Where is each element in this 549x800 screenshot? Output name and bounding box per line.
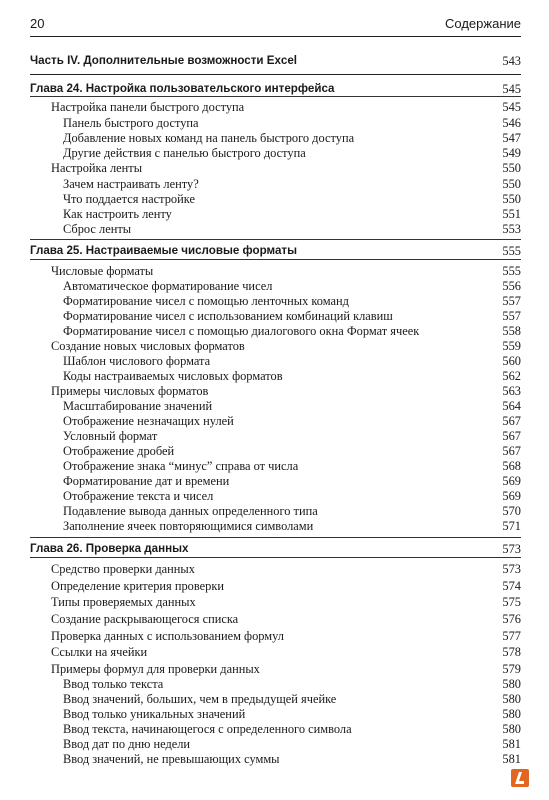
part-page: 543 bbox=[502, 54, 521, 68]
subsection-page: 569 bbox=[502, 489, 521, 503]
toc-section[interactable] bbox=[30, 383, 521, 399]
toc-subsection[interactable] bbox=[30, 458, 521, 474]
chapter-divider bbox=[30, 537, 521, 538]
section-page: 578 bbox=[502, 645, 521, 659]
subsection-page: 558 bbox=[502, 324, 521, 338]
subsection-page: 547 bbox=[502, 131, 521, 145]
subsection-page: 567 bbox=[502, 444, 521, 458]
toc-subsection[interactable] bbox=[30, 706, 521, 722]
section-title: Проверка данных с использованием формул bbox=[51, 629, 284, 643]
subsection-page: 568 bbox=[502, 459, 521, 473]
toc-subsection[interactable] bbox=[30, 368, 521, 384]
toc-subsection[interactable] bbox=[30, 293, 521, 309]
toc-subsection[interactable] bbox=[30, 691, 521, 707]
section-page: 559 bbox=[502, 339, 521, 353]
section-title: Создание новых числовых форматов bbox=[51, 339, 245, 353]
section-title: Настройка панели быстрого доступа bbox=[51, 100, 245, 114]
subsection-title: Другие действия с панелью быстрого доступа bbox=[63, 146, 306, 160]
toc-subsection[interactable] bbox=[30, 676, 521, 692]
subsection-page: 570 bbox=[502, 504, 521, 518]
toc-subsection[interactable] bbox=[30, 206, 521, 222]
toc-subsection[interactable] bbox=[30, 443, 521, 459]
subsection-title: Зачем настраивать ленту? bbox=[63, 177, 199, 191]
section-page: 563 bbox=[502, 384, 521, 398]
subsection-title: Подавление вывода данных определенного типа bbox=[63, 504, 318, 518]
subsection-title: Форматирование чисел с использованием комбинаций клавиш bbox=[63, 309, 393, 323]
toc-chapter-25[interactable] bbox=[30, 243, 521, 259]
part-title: Часть IV. Дополнительные возможности Excel bbox=[30, 54, 298, 67]
toc-subsection[interactable] bbox=[30, 413, 521, 429]
section-page: 573 bbox=[502, 562, 521, 576]
toc-subsection[interactable] bbox=[30, 721, 521, 737]
subsection-title: Ввод только текста bbox=[63, 677, 164, 691]
subsection-title: Что поддается настройке bbox=[63, 192, 195, 206]
chapter-title: Глава 24. Настройка пользовательского интерфейса bbox=[30, 82, 335, 95]
section-page: 577 bbox=[502, 629, 521, 643]
subsection-title: Сброс ленты bbox=[63, 222, 132, 236]
toc-section[interactable] bbox=[30, 661, 521, 677]
toc-subsection[interactable] bbox=[30, 130, 521, 146]
subsection-title: Шаблон числового формата bbox=[63, 354, 211, 368]
subsection-page: 549 bbox=[502, 146, 521, 160]
toc-subsection[interactable] bbox=[30, 353, 521, 369]
subsection-page: 564 bbox=[502, 399, 521, 413]
section-title: Ссылки на ячейки bbox=[51, 645, 148, 659]
section-title: Определение критерия проверки bbox=[51, 579, 224, 593]
toc-chapter-24[interactable] bbox=[30, 81, 521, 97]
subsection-title: Добавление новых команд на панель быстрого доступа bbox=[63, 131, 355, 145]
subsection-page: 581 bbox=[502, 752, 521, 766]
chapter-page: 555 bbox=[502, 244, 521, 258]
toc-subsection[interactable] bbox=[30, 323, 521, 339]
section-page: 550 bbox=[502, 161, 521, 175]
section-page: 555 bbox=[502, 264, 521, 278]
toc-subsection[interactable] bbox=[30, 115, 521, 131]
subsection-title: Автоматическое форматирование чисел bbox=[63, 279, 273, 293]
subsection-page: 569 bbox=[502, 474, 521, 488]
toc-subsection[interactable] bbox=[30, 488, 521, 504]
section-title: Средство проверки данных bbox=[51, 562, 195, 576]
section-page: 545 bbox=[502, 100, 521, 114]
toc-subsection[interactable] bbox=[30, 736, 521, 752]
toc-section[interactable] bbox=[30, 561, 521, 577]
toc-section[interactable] bbox=[30, 338, 521, 354]
section-title: Настройка ленты bbox=[51, 161, 143, 175]
section-page: 576 bbox=[502, 612, 521, 626]
toc-subsection[interactable] bbox=[30, 503, 521, 519]
toc-subsection[interactable] bbox=[30, 278, 521, 294]
subsection-page: 556 bbox=[502, 279, 521, 293]
subsection-title: Панель быстрого доступа bbox=[63, 116, 199, 130]
subsection-title: Условный формат bbox=[63, 429, 158, 443]
subsection-title: Форматирование чисел с помощью диалогового окна Формат ячеек bbox=[63, 324, 420, 338]
subsection-title: Форматирование чисел с помощью ленточных команд bbox=[63, 294, 349, 308]
subsection-title: Отображение знака “минус” справа от числа bbox=[63, 459, 299, 473]
subsection-title: Отображение дробей bbox=[63, 444, 175, 458]
section-title: Примеры формул для проверки данных bbox=[51, 662, 260, 676]
toc-subsection[interactable] bbox=[30, 398, 521, 414]
toc-subsection[interactable] bbox=[30, 145, 521, 161]
subsection-page: 581 bbox=[502, 737, 521, 751]
subsection-page: 553 bbox=[502, 222, 521, 236]
toc-subsection[interactable] bbox=[30, 751, 521, 767]
subsection-title: Ввод дат по дню недели bbox=[63, 737, 191, 751]
toc-subsection[interactable] bbox=[30, 428, 521, 444]
publisher-logo-icon bbox=[511, 769, 529, 787]
subsection-page: 560 bbox=[502, 354, 521, 368]
page-number: 20 bbox=[30, 16, 45, 31]
subsection-title: Отображение текста и чисел bbox=[63, 489, 214, 503]
toc-section[interactable] bbox=[30, 594, 521, 610]
subsection-title: Ввод только уникальных значений bbox=[63, 707, 246, 721]
subsection-title: Масштабирование значений bbox=[63, 399, 213, 413]
chapter-divider bbox=[30, 96, 521, 97]
chapter-title: Глава 26. Проверка данных bbox=[30, 542, 189, 555]
chapter-page: 573 bbox=[502, 542, 521, 556]
subsection-title: Коды настраиваемых числовых форматов bbox=[63, 369, 283, 383]
toc-section[interactable] bbox=[30, 628, 521, 644]
toc-subsection[interactable] bbox=[30, 308, 521, 324]
subsection-page: 551 bbox=[502, 207, 521, 221]
subsection-page: 562 bbox=[502, 369, 521, 383]
subsection-page: 580 bbox=[502, 677, 521, 691]
subsection-page: 580 bbox=[502, 707, 521, 721]
toc-chapter-26[interactable] bbox=[30, 541, 521, 557]
section-page: 575 bbox=[502, 595, 521, 609]
subsection-title: Ввод текста, начинающегося с определенного символа bbox=[63, 722, 352, 736]
subsection-title: Как настроить ленту bbox=[63, 207, 172, 221]
section-title: Числовые форматы bbox=[51, 264, 154, 278]
toc-section[interactable] bbox=[30, 644, 521, 660]
subsection-page: 580 bbox=[502, 722, 521, 736]
toc-section[interactable] bbox=[30, 160, 521, 176]
section-title: Типы проверяемых данных bbox=[51, 595, 196, 609]
page-header bbox=[30, 14, 521, 37]
running-title: Содержание bbox=[445, 16, 521, 31]
toc-subsection[interactable] bbox=[30, 518, 521, 534]
subsection-page: 550 bbox=[502, 177, 521, 191]
section-page: 574 bbox=[502, 579, 521, 593]
subsection-title: Заполнение ячеек повторяющимися символами bbox=[63, 519, 314, 533]
toc-part-entry[interactable] bbox=[30, 53, 521, 69]
subsection-page: 580 bbox=[502, 692, 521, 706]
toc-section[interactable] bbox=[30, 263, 521, 279]
chapter-divider bbox=[30, 239, 521, 240]
toc-subsection[interactable] bbox=[30, 473, 521, 489]
toc-subsection[interactable] bbox=[30, 191, 521, 207]
subsection-page: 557 bbox=[502, 294, 521, 308]
subsection-title: Ввод значений, не превышающих суммы bbox=[63, 752, 280, 766]
toc-section[interactable] bbox=[30, 578, 521, 594]
toc-subsection[interactable] bbox=[30, 221, 521, 237]
subsection-page: 557 bbox=[502, 309, 521, 323]
chapter-divider bbox=[30, 259, 521, 260]
toc-subsection[interactable] bbox=[30, 176, 521, 192]
subsection-page: 567 bbox=[502, 429, 521, 443]
section-page: 579 bbox=[502, 662, 521, 676]
chapter-page: 545 bbox=[502, 82, 521, 96]
chapter-divider bbox=[30, 557, 521, 558]
subsection-title: Ввод значений, больших, чем в предыдущей ячейке bbox=[63, 692, 337, 706]
toc-section[interactable] bbox=[30, 99, 521, 115]
logo-mark bbox=[517, 781, 524, 784]
subsection-page: 571 bbox=[502, 519, 521, 533]
section-title: Примеры числовых форматов bbox=[51, 384, 209, 398]
toc-section[interactable] bbox=[30, 611, 521, 627]
part-divider bbox=[30, 74, 521, 75]
section-title: Создание раскрывающегося списка bbox=[51, 612, 239, 626]
subsection-page: 550 bbox=[502, 192, 521, 206]
subsection-title: Отображение незначащих нулей bbox=[63, 414, 234, 428]
subsection-page: 546 bbox=[502, 116, 521, 130]
chapter-title: Глава 25. Настраиваемые числовые форматы bbox=[30, 244, 298, 257]
subsection-title: Форматирование дат и времени bbox=[63, 474, 230, 488]
subsection-page: 567 bbox=[502, 414, 521, 428]
